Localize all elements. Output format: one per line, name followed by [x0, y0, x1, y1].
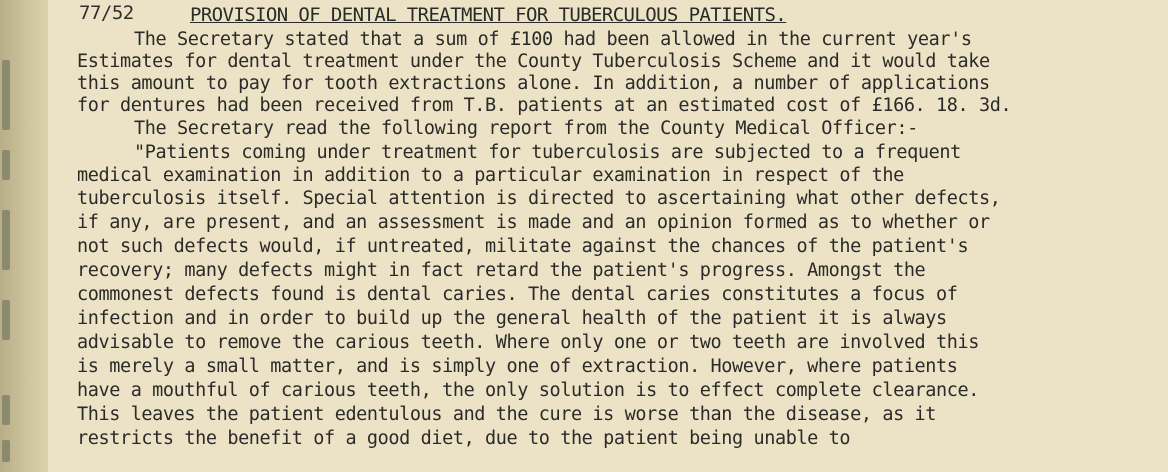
binding-shadow: [2, 210, 10, 270]
body-line: this amount to pay for tooth extractions alone. In addition, a number of applications: [77, 73, 990, 94]
body-line: recovery; many defects might in fact retard the patient's progress. Amongst the: [77, 260, 926, 281]
body-line: restricts the benefit of a good diet, due to the patient being unable to: [77, 428, 851, 449]
binding-shadow: [2, 440, 10, 462]
body-line: The Secretary stated that a sum of £100 had been allowed in the current year's: [134, 29, 972, 50]
body-line: tuberculosis itself. Special attention is directed to ascertaining what other defects,: [77, 188, 1001, 209]
binding-shadow: [2, 300, 10, 340]
body-line: if any, are present, and an assessment is made and an opinion formed as to whether or: [77, 212, 990, 233]
body-line: not such defects would, if untreated, militate against the chances of the patient's: [77, 236, 969, 257]
minute-heading: PROVISION OF DENTAL TREATMENT FOR TUBERCULOUS PATIENTS.: [190, 4, 787, 26]
body-line: is merely a small matter, and is simply one of extraction. However, where patients: [77, 356, 958, 377]
body-line: infection and in order to build up the general health of the patient it is always: [77, 308, 947, 329]
binding-shadow: [2, 395, 10, 425]
body-line: advisable to remove the carious teeth. Where only one or two teeth are involved this: [77, 332, 979, 353]
body-line: have a mouthful of carious teeth, the only solution is to effect complete clearance.: [77, 380, 979, 401]
body-line: "Patients coming under treatment for tuberculosis are subjected to a frequent: [134, 142, 961, 163]
body-line: Estimates for dental treatment under the County Tuberculosis Scheme and it would take: [77, 51, 990, 72]
book-binding-margin: [0, 0, 48, 472]
body-line: medical examination in addition to a particular examination in respect of the: [77, 165, 904, 186]
binding-shadow: [2, 60, 10, 130]
body-line: commonest defects found is dental caries. The dental caries constitutes a focus of: [77, 284, 958, 305]
body-line: This leaves the patient edentulous and the cure is worse than the disease, as it: [77, 404, 937, 425]
binding-shadow: [2, 150, 10, 180]
body-line: The Secretary read the following report from the County Medical Officer:-: [134, 118, 918, 139]
body-line: for dentures had been received from T.B. patients at an estimated cost of £166. 18. 3d.: [77, 95, 1012, 116]
minute-reference-number: 77/52: [79, 2, 134, 24]
